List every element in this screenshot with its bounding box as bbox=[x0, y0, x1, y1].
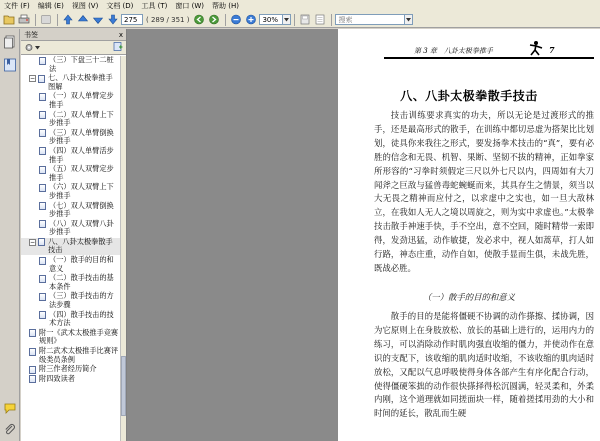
bookmark-label: （三）散手技击的方法步骤 bbox=[49, 291, 114, 310]
bookmark-label: （六）双人双臂上下步推手 bbox=[49, 182, 114, 200]
bookmark-item[interactable] bbox=[21, 292, 121, 309]
bookmark-item[interactable] bbox=[21, 202, 121, 219]
bookmark-label: （八）双人双臂八卦步推手 bbox=[49, 218, 114, 237]
bookmark-item[interactable] bbox=[21, 183, 121, 200]
paragraph-2: 散手的目的是能将僵硬不协调的动作搽擦、揉协调，因为它原则上在身肢放松、放长的基础上进行的，运用内力的练习，可以消除动作时肌肉强直收缩的僵力，并使动作在意识的支配下，该收缩的肌肉适时收缩，不该收缩的肌肉适时放松，又配以气息呼吸使得身体各部产生有序化配合行动，使得僵硬笨拙的动作很快搽择得松沉圆满，轻灵柔和，外柔内刚，这个道理就如同搓面块一样，随着搓揉用劲的大小和时间的延长，散乱而生硬 bbox=[374, 311, 594, 419]
martial-artist-figure-icon bbox=[526, 40, 546, 56]
bookmark-panel bbox=[21, 29, 127, 441]
page-count-label: ( 289 / 351 ) bbox=[146, 15, 190, 24]
close-icon[interactable]: x bbox=[118, 30, 123, 39]
bookmark-item[interactable] bbox=[21, 92, 121, 109]
bookmark-item[interactable] bbox=[21, 147, 121, 164]
bookmark-item[interactable] bbox=[21, 129, 121, 146]
gear-icon bbox=[24, 43, 34, 52]
toolbar-separator bbox=[331, 14, 332, 26]
bookmark-icon bbox=[39, 220, 46, 228]
toolbar-separator bbox=[57, 14, 58, 26]
zoom-in-icon[interactable] bbox=[244, 13, 257, 26]
menu-item-4[interactable]: 工具 (T) bbox=[141, 2, 168, 10]
document-background bbox=[127, 29, 338, 441]
bookmark-toolbar bbox=[21, 41, 126, 55]
search-input[interactable] bbox=[335, 14, 405, 25]
paragraph-1: 技击训练要求真实的功夫，所以无论是过渡形式的推手，还是最高形式的散手，在训练中都切忌虚为搭架比比划划，徒具你来我往之形式，要发扬拳术技击的“真”，要有必胜的信念和无畏、机智、果断、坚韧不拔的精神，正如拳家所形容的“习拳时须假定三尺以外七尺以内，四周如有大刀闻斧之巨敌与猛兽毒蛇蜿蜒而来，其具存生之情景，须当以大无畏之精神而应付之，以求虚中之实也，如一旦大敌林立，在我如人无人之境以周旋之，则为实中求虚也。”太极拳技击散手神速手快，手不空出，意不空回，随时精带一索即得，发劲迅猛，动作敏捷，发必求中，视人如蒿草，打人如行路，神态庄重，动作自如，使散手显而生俱，未战先胜，既战必胜。 bbox=[374, 110, 594, 273]
hand-tool-icon[interactable] bbox=[39, 13, 52, 26]
menu-item-1[interactable]: 编辑 (E) bbox=[37, 2, 64, 10]
bookmark-icon bbox=[39, 129, 46, 137]
bookmark-icon bbox=[29, 329, 36, 337]
first-page-icon[interactable] bbox=[61, 13, 74, 26]
toolbar-separator bbox=[294, 14, 295, 26]
chevron-down-icon bbox=[35, 46, 40, 50]
chevron-down-icon bbox=[284, 18, 289, 22]
previous-page-icon[interactable] bbox=[76, 13, 89, 26]
menu-item-6[interactable]: 帮助 (H) bbox=[211, 2, 239, 10]
bookmark-icon bbox=[38, 75, 45, 83]
bookmark-icon bbox=[39, 202, 46, 210]
bookmark-item[interactable] bbox=[21, 365, 121, 374]
scrollbar-thumb[interactable] bbox=[121, 356, 126, 416]
bookmark-options-button[interactable] bbox=[24, 43, 40, 52]
back-icon[interactable] bbox=[192, 13, 205, 26]
page-number: 7 bbox=[549, 45, 555, 55]
bookmark-icon bbox=[29, 348, 36, 356]
menu-item-5[interactable]: 窗口 (W) bbox=[175, 2, 204, 10]
bookmark-item[interactable] bbox=[21, 274, 121, 291]
bookmark-label: （一）散手的目的和意义 bbox=[49, 255, 114, 273]
collapse-toggle-icon[interactable]: − bbox=[30, 75, 36, 83]
search-dropdown-button[interactable] bbox=[405, 14, 413, 25]
menu-item-3[interactable]: 文档 (D) bbox=[106, 2, 134, 10]
bookmark-label: 附二武术太极推手比赛评级类员条例 bbox=[39, 346, 119, 364]
print-icon[interactable] bbox=[17, 13, 30, 26]
collapse-toggle-icon[interactable]: − bbox=[30, 238, 36, 246]
page-view-icon[interactable] bbox=[313, 13, 326, 26]
subsection-title: （一）散手的目的和意义 bbox=[422, 292, 516, 302]
bookmark-label: （二）双人单臂上下步推手 bbox=[49, 109, 114, 128]
bookmark-label: （一）双人单臂定步推手 bbox=[49, 91, 114, 109]
bookmark-icon bbox=[39, 111, 46, 119]
bookmark-item[interactable] bbox=[21, 111, 121, 128]
bookmark-icon bbox=[39, 147, 46, 155]
bookmark-label: （三）下盘三十二桩法 bbox=[49, 56, 114, 73]
bookmark-label: （四）散手技击的技术方法 bbox=[49, 309, 114, 328]
bookmark-label: 八、八卦太极拳散手技击 bbox=[48, 236, 113, 255]
save-icon[interactable] bbox=[298, 13, 311, 26]
menu-bar bbox=[0, 0, 600, 12]
bookmark-item[interactable] bbox=[21, 74, 121, 91]
bookmark-label: （七）双人双臂倒换步推手 bbox=[49, 200, 114, 219]
bookmark-scrollbar[interactable] bbox=[120, 56, 126, 441]
bookmark-icon bbox=[29, 366, 36, 374]
bookmark-icon bbox=[39, 93, 46, 101]
bookmark-item[interactable] bbox=[21, 347, 121, 364]
toolbar-separator bbox=[225, 14, 226, 26]
bookmark-label: （四）双人单臂活步推手 bbox=[49, 145, 114, 164]
chevron-down-icon bbox=[406, 18, 411, 22]
toolbar bbox=[0, 12, 600, 28]
forward-icon[interactable] bbox=[207, 13, 220, 26]
bookmark-icon bbox=[38, 238, 45, 246]
navigation-icon-strip bbox=[0, 29, 20, 441]
section-title: 八、八卦太极拳散手技击 bbox=[400, 89, 538, 103]
bookmark-icon bbox=[39, 57, 46, 65]
bookmark-item[interactable] bbox=[21, 220, 121, 237]
bookmark-icon bbox=[39, 166, 46, 174]
bookmark-label: 七、八卦太极拳推手图解 bbox=[48, 73, 113, 91]
page-number-input[interactable] bbox=[121, 14, 143, 25]
bookmark-icon bbox=[29, 375, 36, 383]
bookmark-item[interactable] bbox=[21, 329, 121, 346]
bookmark-label: （二）散手技击的基本条件 bbox=[49, 273, 114, 291]
bookmark-item[interactable] bbox=[21, 238, 121, 255]
bookmark-label: 附三作者经历简介 bbox=[39, 364, 97, 374]
bookmark-list bbox=[21, 56, 121, 441]
toolbar-separator bbox=[35, 14, 36, 26]
bookmark-item[interactable] bbox=[21, 165, 121, 182]
bookmark-icon bbox=[39, 293, 46, 301]
pages-panel-icon[interactable] bbox=[3, 35, 17, 49]
bookmark-label: 附一《武术太极推手竞赛规则》 bbox=[39, 327, 119, 346]
next-page-icon[interactable] bbox=[91, 13, 104, 26]
open-file-icon[interactable] bbox=[2, 13, 15, 26]
header-rule bbox=[384, 57, 594, 59]
running-header bbox=[384, 44, 594, 62]
document-page bbox=[338, 29, 600, 441]
bookmark-item[interactable] bbox=[21, 256, 121, 273]
bookmark-panel-title: 书签 bbox=[24, 30, 38, 39]
bookmark-icon bbox=[39, 275, 46, 283]
bookmarks-panel-icon[interactable] bbox=[3, 58, 17, 72]
bookmark-icon bbox=[39, 257, 46, 265]
bookmark-icon bbox=[39, 184, 46, 192]
new-bookmark-icon bbox=[113, 42, 123, 51]
bookmark-label: （五）双人双臂定步推手 bbox=[49, 164, 114, 182]
bookmark-panel-header bbox=[21, 29, 126, 41]
menu-item-2[interactable]: 视图 (V) bbox=[71, 2, 99, 10]
attachments-panel-icon[interactable] bbox=[3, 423, 17, 437]
running-head-title: 第 3 章 八卦太极拳推手 bbox=[414, 47, 493, 55]
menu-item-0[interactable]: 文件 (F) bbox=[4, 2, 30, 10]
zoom-level-input[interactable] bbox=[259, 14, 283, 25]
bookmark-label: 附四致读者 bbox=[39, 373, 75, 383]
zoom-dropdown-button[interactable] bbox=[283, 14, 291, 25]
zoom-out-icon[interactable] bbox=[229, 13, 242, 26]
comments-panel-icon[interactable] bbox=[3, 401, 17, 415]
new-bookmark-button[interactable] bbox=[113, 42, 123, 53]
last-page-icon[interactable] bbox=[106, 13, 119, 26]
bookmark-item[interactable] bbox=[21, 375, 121, 384]
bookmark-item[interactable] bbox=[21, 56, 121, 73]
bookmark-icon bbox=[39, 311, 46, 319]
bookmark-label: （三）双人单臂倒换步推手 bbox=[49, 127, 114, 146]
bookmark-item[interactable] bbox=[21, 311, 121, 328]
